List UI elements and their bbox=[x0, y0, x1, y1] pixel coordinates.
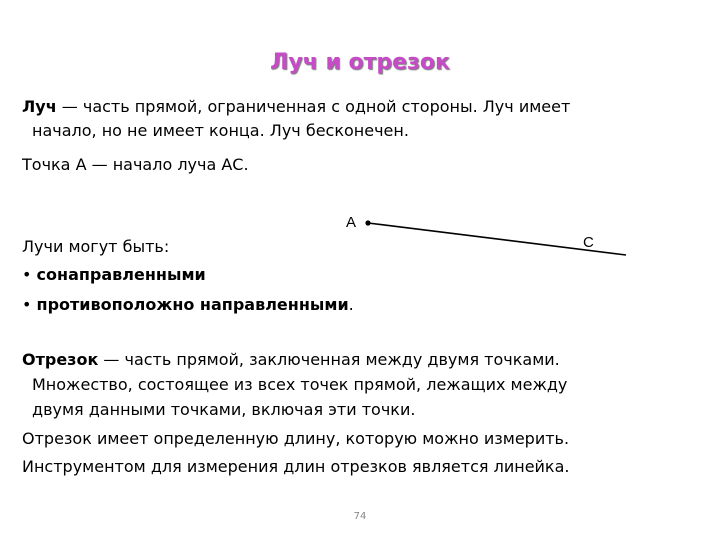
page-number: 74 bbox=[353, 511, 367, 522]
bullet-mark: • bbox=[22, 295, 32, 314]
bullet-text: противоположно направленными bbox=[36, 295, 349, 314]
ray-ac-diagram bbox=[340, 205, 640, 260]
point-a-line: Точка А — начало луча АС. bbox=[22, 155, 249, 174]
label-a: А bbox=[346, 214, 357, 231]
segment-definition-continuation-2: двумя данными точками, включая эти точки. bbox=[32, 400, 416, 419]
slide-title: Луч и отрезок bbox=[270, 50, 450, 75]
segment-definition-continuation-1: Множество, состоящее из всех точек прямой, лежащих между bbox=[32, 375, 568, 394]
bullet-mark: • bbox=[22, 265, 32, 284]
label-c: С bbox=[583, 234, 594, 251]
segment-definition bbox=[22, 350, 560, 370]
ray-definition bbox=[22, 97, 570, 117]
segment-definition-text: — часть прямой, заключенная между двумя точками. bbox=[98, 350, 560, 369]
ray-term: Луч bbox=[22, 97, 57, 116]
point-a-dot bbox=[365, 220, 370, 225]
bullet-codirectional bbox=[22, 265, 206, 285]
ray-definition-text: — часть прямой, ограниченная с одной стороны. Луч имеет bbox=[56, 97, 571, 116]
segment-term: Отрезок bbox=[22, 350, 99, 369]
rays-intro: Лучи могут быть: bbox=[22, 237, 170, 256]
ray-definition-continuation: начало, но не имеет конца. Луч бесконечен. bbox=[32, 121, 409, 140]
ruler-line: Инструментом для измерения длин отрезков является линейка. bbox=[22, 457, 570, 476]
bullet-text: сонаправленными bbox=[36, 265, 206, 284]
segment-length-line: Отрезок имеет определенную длину, которую можно измерить. bbox=[22, 429, 570, 448]
bullet-opposite: • противоположно направленными. bbox=[22, 295, 354, 314]
